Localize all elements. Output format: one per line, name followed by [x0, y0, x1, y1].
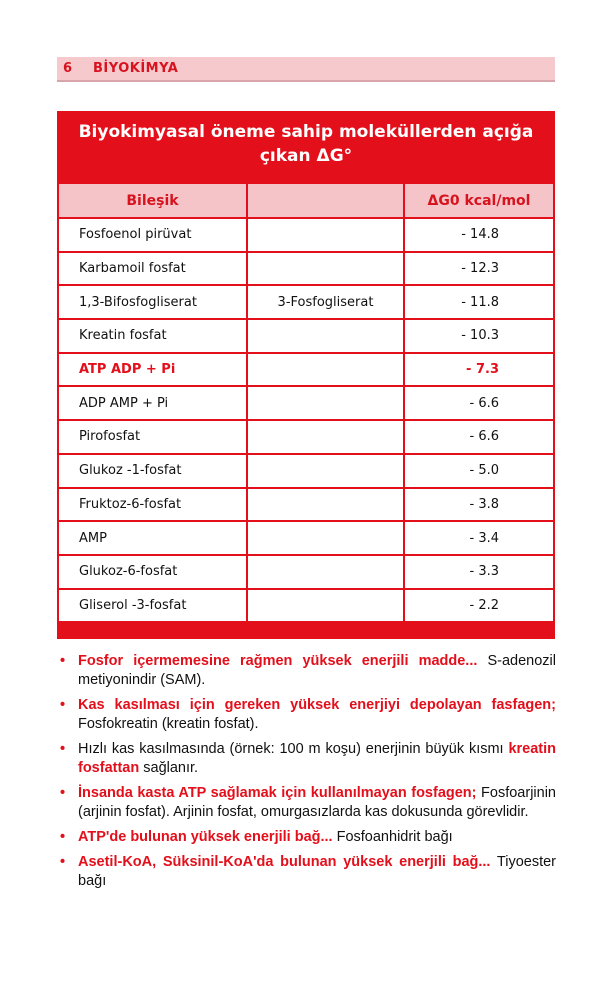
table-cell-value: - 2.2 [405, 590, 553, 622]
table-cell-product [248, 354, 403, 386]
note-item [60, 652, 556, 690]
table-cell-compound: Kreatin fosfat [59, 320, 246, 352]
bullet-icon: • [60, 829, 66, 845]
table-cell-product [248, 219, 403, 251]
note-item [60, 784, 556, 822]
note-text: Fosfoarjinin (arjinin fosfat). Arjinin fosfat, omurgasızlarda kas dokusunda görevlidir. [78, 785, 556, 820]
table-cell-product: 3-Fosfogliserat [248, 286, 403, 318]
column-header-product [248, 184, 403, 217]
note-item [60, 740, 556, 778]
notes-list [60, 652, 556, 897]
table-cell-compound: ATP ADP + Pi [59, 354, 246, 386]
bullet-icon: • [60, 653, 66, 669]
table-cell-compound: Karbamoil fosfat [59, 253, 246, 285]
table-cell-value: - 7.3 [405, 354, 553, 386]
table-cell-compound: Gliserol -3-fosfat [59, 590, 246, 622]
table-cell-value: - 6.6 [405, 421, 553, 453]
note-text: sağlanır. [139, 760, 199, 776]
table-cell-product [248, 590, 403, 622]
table-cell-value: - 5.0 [405, 455, 553, 487]
table-cell-value: - 6.6 [405, 387, 553, 419]
note-pre-text: Hızlı kas kasılmasında (örnek: 100 m koşu) enerjinin büyük kısmı [78, 741, 509, 757]
note-item [60, 828, 556, 847]
table-cell-compound: 1,3-Bifosfogliserat [59, 286, 246, 318]
note-highlight: Fosfor içermemesine rağmen yüksek enerjili madde... [78, 653, 478, 669]
table-cell-compound: Pirofosfat [59, 421, 246, 453]
table-title-line1: Biyokimyasal öneme sahip moleküllerden açığa [78, 122, 534, 142]
table-cell-product [248, 522, 403, 554]
note-text: Fosfoanhidrit bağı [332, 829, 453, 845]
table-title-line2: çıkan ΔG° [259, 146, 353, 166]
table-cell-product [248, 489, 403, 521]
note-highlight: ATP'de bulunan yüksek enerjili bağ... [78, 829, 333, 845]
table-cell-product [248, 455, 403, 487]
table-cell-value: - 3.4 [405, 522, 553, 554]
table-cell-value: - 10.3 [405, 320, 553, 352]
note-text: S-adenozil metiyonindir (SAM). [78, 653, 556, 688]
table-cell-value: - 12.3 [405, 253, 553, 285]
bullet-icon: • [60, 854, 66, 870]
note-text: Fosfokreatin (kreatin fosfat). [78, 716, 259, 732]
table-cell-product [248, 421, 403, 453]
note-item [60, 853, 556, 891]
table-cell-compound: Glukoz-6-fosfat [59, 556, 246, 588]
note-highlight: kreatin fosfattan [78, 741, 556, 776]
book-title: BİYOKİMYA [93, 61, 179, 76]
bullet-icon: • [60, 697, 66, 713]
table-cell-compound: Fruktoz-6-fosfat [59, 489, 246, 521]
table-cell-compound: Fosfoenol pirüvat [59, 219, 246, 251]
table-cell-product [248, 387, 403, 419]
bullet-icon: • [60, 785, 66, 801]
column-header-value: ΔG0 kcal/mol [405, 184, 553, 217]
table-cell-value: - 14.8 [405, 219, 553, 251]
note-item [60, 696, 556, 734]
table-cell-product [248, 556, 403, 588]
table-cell-value: - 11.8 [405, 286, 553, 318]
column-header-compound: Bileşik [59, 184, 246, 217]
table-cell-value: - 3.8 [405, 489, 553, 521]
page-number: 6 [63, 61, 73, 76]
page-header [57, 57, 555, 82]
table-cell-product [248, 320, 403, 352]
table-cell-compound: AMP [59, 522, 246, 554]
note-text: Tiyoester bağı [78, 854, 556, 889]
note-highlight: Asetil-KoA, Süksinil-KoA'da bulunan yüksek enerjili bağ... [78, 854, 491, 870]
note-highlight: İnsanda kasta ATP sağlamak için kullanılmayan fosfagen; [78, 785, 477, 801]
bullet-icon: • [60, 741, 66, 757]
note-highlight: Kas kasılması için gereken yüksek enerjiyi depolayan fasfagen; [78, 697, 556, 713]
table-title [57, 120, 555, 168]
table-cell-product [248, 253, 403, 285]
energy-table [57, 111, 555, 639]
table-cell-value: - 3.3 [405, 556, 553, 588]
table-cell-compound: Glukoz -1-fosfat [59, 455, 246, 487]
table-cell-compound: ADP AMP + Pi [59, 387, 246, 419]
table-grid [59, 184, 553, 621]
